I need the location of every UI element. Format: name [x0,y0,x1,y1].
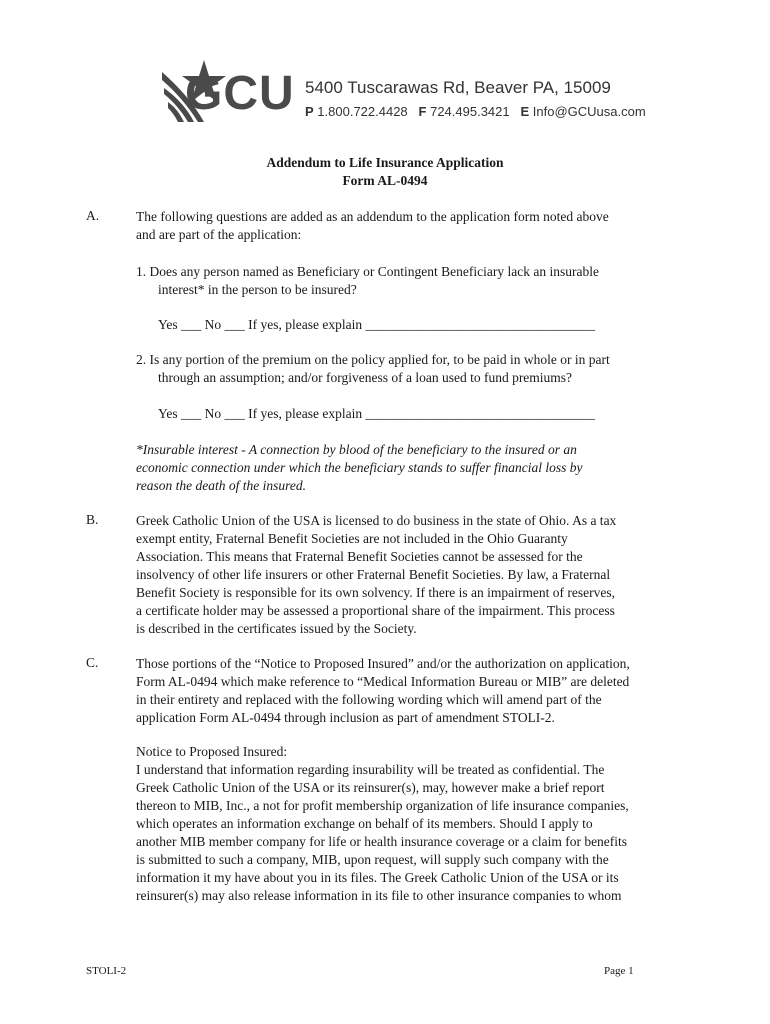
section-b-line: Benefit Society is responsible for its own solvency. If there is an impairment of reserves, [136,585,615,600]
fax-number: 724.495.3421 [430,104,510,119]
section-a-intro-line1: The following questions are added as an addendum to the application form noted above [136,209,609,224]
notice-line: thereon to MIB, Inc., a not for profit membership organization of life insurance companies, [136,798,629,813]
question-1-answer: Yes ___ No ___ If yes, please explain __________________________________ [158,317,595,332]
notice-line: reinsurer(s) may also release information in its file to other insurance companies to whom [136,888,622,903]
notice-body [136,761,681,905]
contact-line [305,104,646,120]
section-b-line: exempt entity, Fraternal Benefit Societies are not included in the Ohio Guaranty [136,531,568,546]
section-c-line: Form AL-0494 which make reference to “Medical Information Bureau or MIB” are deleted [136,674,630,689]
section-b-line: Association. This means that Fraternal Benefit Societies cannot be assessed for the [136,549,583,564]
question-2-line2: through an assumption; and/or forgiveness of a loan used to fund premiums? [158,370,573,385]
question-1-line1: 1. Does any person named as Beneficiary or Contingent Beneficiary lack an insurable [136,264,599,279]
footnote-line2: economic connection under which the beneficiary stands to suffer financial loss by [136,460,583,475]
footer-page-number: Page 1 [604,965,634,977]
notice-heading: Notice to Proposed Insured: [136,744,288,759]
notice-line: is submitted to such a company, MIB, upon request, will supply such company with the [136,852,609,867]
notice-line: I understand that information regarding insurability will be treated as confidential. The [136,762,605,777]
section-c-body [136,655,681,727]
notice-line: which operates an information exchange on behalf of its members. Should I apply to [136,816,593,831]
section-c-line: in their entirety and replaced with the following wording which will amend part of the [136,692,602,707]
section-c-letter: C. [86,655,99,670]
question-1-line2: interest* in the person to be insured? [158,282,357,297]
logo-text: GCU [185,67,295,120]
section-b-letter: B. [86,512,99,527]
section-b-line: a certificate holder may be assessed a proportional share of the impairment. This process [136,603,615,618]
form-number: Form AL-0494 [342,173,428,188]
notice-line: another MIB member company for life or health insurance coverage or a claim for benefits [136,834,628,849]
section-b-line: Greek Catholic Union of the USA is licensed to do business in the state of Ohio. As a tax [136,513,617,528]
document-title: Addendum to Life Insurance Application [266,155,504,170]
phone-label: P [305,104,314,119]
footnote-line3: reason the death of the insured. [136,478,306,493]
question-2-line1: 2. Is any portion of the premium on the policy applied for, to be paid in whole or in part [136,352,610,367]
phone-number: 1.800.722.4428 [317,104,408,119]
notice-line: Greek Catholic Union of the USA or its reinsurer(s), may, however make a brief report [136,780,605,795]
section-b-line: insolvency of other life insurers or other Fraternal Benefit Societies. By law, a Fraternal [136,567,611,582]
question-2-answer: Yes ___ No ___ If yes, please explain __________________________________ [158,406,595,421]
section-a-letter: A. [86,208,100,223]
notice-line: information it my have about you in its files. The Greek Catholic Union of the USA or its [136,870,619,885]
section-c-line: application Form AL-0494 through inclusion as part of amendment STOLI-2. [136,710,555,725]
company-address: 5400 Tuscarawas Rd, Beaver PA, 15009 [305,78,611,97]
email-label: E [520,104,530,119]
section-b-body [136,512,681,638]
section-b-line: is described in the certificates issued by the Society. [136,621,417,636]
section-c-line: Those portions of the “Notice to Proposed Insured” and/or the authorization on application, [136,656,630,671]
section-a-intro-line2: and are part of the application: [136,227,302,242]
fax-label: F [418,104,427,119]
footer-form-code: STOLI-2 [86,965,127,977]
email-address: Info@GCUusa.com [532,104,646,119]
footnote-line1: *Insurable interest - A connection by blood of the beneficiary to the insured or an [136,442,577,457]
